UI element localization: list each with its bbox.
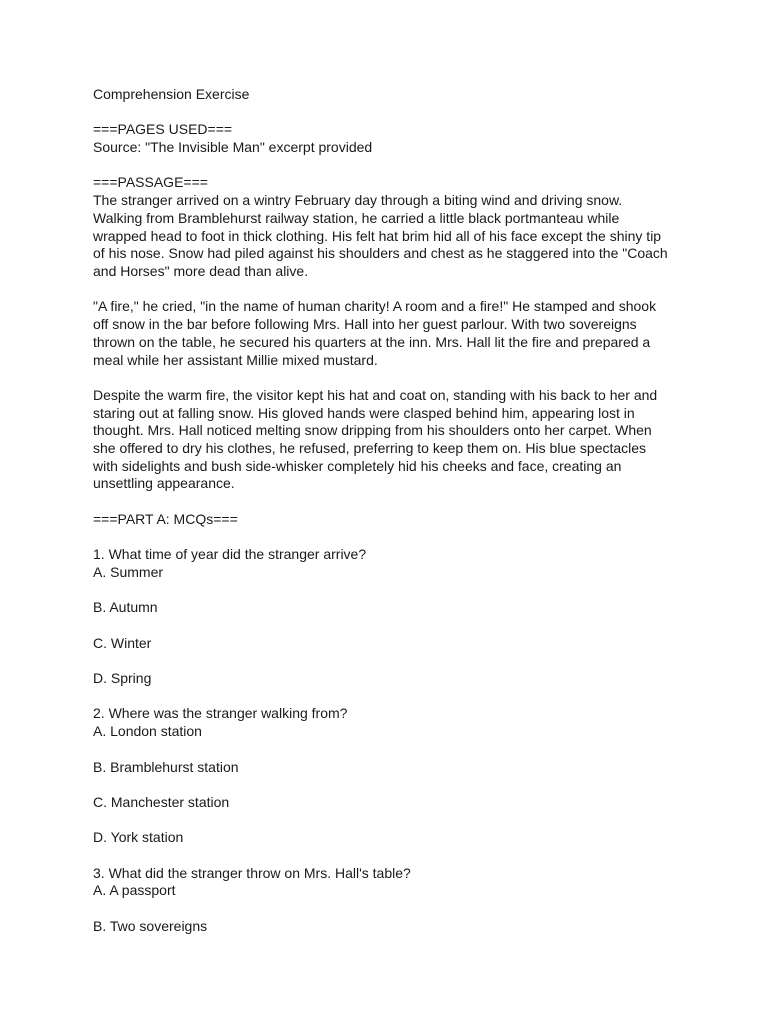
passage-paragraph-1 xyxy=(93,192,683,281)
q3-option-a: A. A passport xyxy=(93,882,176,899)
document-page xyxy=(93,86,683,936)
q2-option-a: A. London station xyxy=(93,723,202,740)
passage-line: unsettling appearance. xyxy=(93,475,235,492)
source-line: Source: "The Invisible Man" excerpt provided xyxy=(93,139,373,156)
passage-line: wrapped head to foot in thick clothing. His felt hat brim hid all of his face except the shiny tip xyxy=(93,227,662,244)
passage-line: "A fire," he cried, "in the name of human charity! A room and a fire!" He stamped and shook xyxy=(93,298,657,315)
passage-paragraph-3 xyxy=(93,387,683,493)
question-2: 2. Where was the stranger walking from? xyxy=(93,705,348,722)
passage-line: Despite the warm fire, the visitor kept his hat and coat on, standing with his back to her and xyxy=(93,386,658,403)
q1-option-d: D. Spring xyxy=(93,670,152,687)
passage-header: ===PASSAGE=== xyxy=(93,174,208,191)
pages-used-header: ===PAGES USED=== xyxy=(93,121,233,138)
passage-line: she offered to dry his clothes, he refused, preferring to keep them on. His blue spectacles xyxy=(93,440,647,456)
q1-option-c: C. Winter xyxy=(93,634,152,651)
passage-line: and Horses" more dead than alive. xyxy=(93,263,309,279)
q1-option-a: A. Summer xyxy=(93,563,164,580)
passage-line: The stranger arrived on a wintry February day through a biting wind and driving snow. xyxy=(93,192,623,209)
passage-line: thrown on the table, he secured his quarters at the inn. Mrs. Hall lit the fire and prepared a xyxy=(93,333,651,350)
question-3: 3. What did the stranger throw on Mrs. Hall's table? xyxy=(93,864,411,881)
passage-line: with sidelights and bush side-whisker completely hid his cheeks and face, creating an xyxy=(93,457,622,474)
q2-option-c: C. Manchester station xyxy=(93,793,230,810)
document-title: Comprehension Exercise xyxy=(93,86,250,102)
passage-line: meal while her assistant Millie mixed mustard. xyxy=(93,351,378,368)
passage-line: thought. Mrs. Hall noticed melting snow dripping from his shoulders onto her carpet. When xyxy=(93,422,652,439)
question-1: 1. What time of year did the stranger arrive? xyxy=(93,546,367,563)
q1-option-b: B. Autumn xyxy=(93,599,158,616)
q2-option-d: D. York station xyxy=(93,829,184,846)
part-a-header: ===PART A: MCQs=== xyxy=(93,510,238,527)
passage-line: off snow in the bar before following Mrs. Hall into her guest parlour. With two sovereigns xyxy=(93,316,637,333)
passage-line: Walking from Bramblehurst railway station, he carried a little black portmanteau while xyxy=(93,209,620,226)
passage-paragraph-2 xyxy=(93,298,683,369)
passage-line: staring out at falling snow. His gloved hands were clasped behind him, appearing lost in xyxy=(93,404,635,421)
passage-line: of his nose. Snow had piled against his shoulders and chest as he staggered into the "Coach xyxy=(93,245,668,262)
q3-option-b: B. Two sovereigns xyxy=(93,917,208,934)
q2-option-b: B. Bramblehurst station xyxy=(93,758,239,775)
